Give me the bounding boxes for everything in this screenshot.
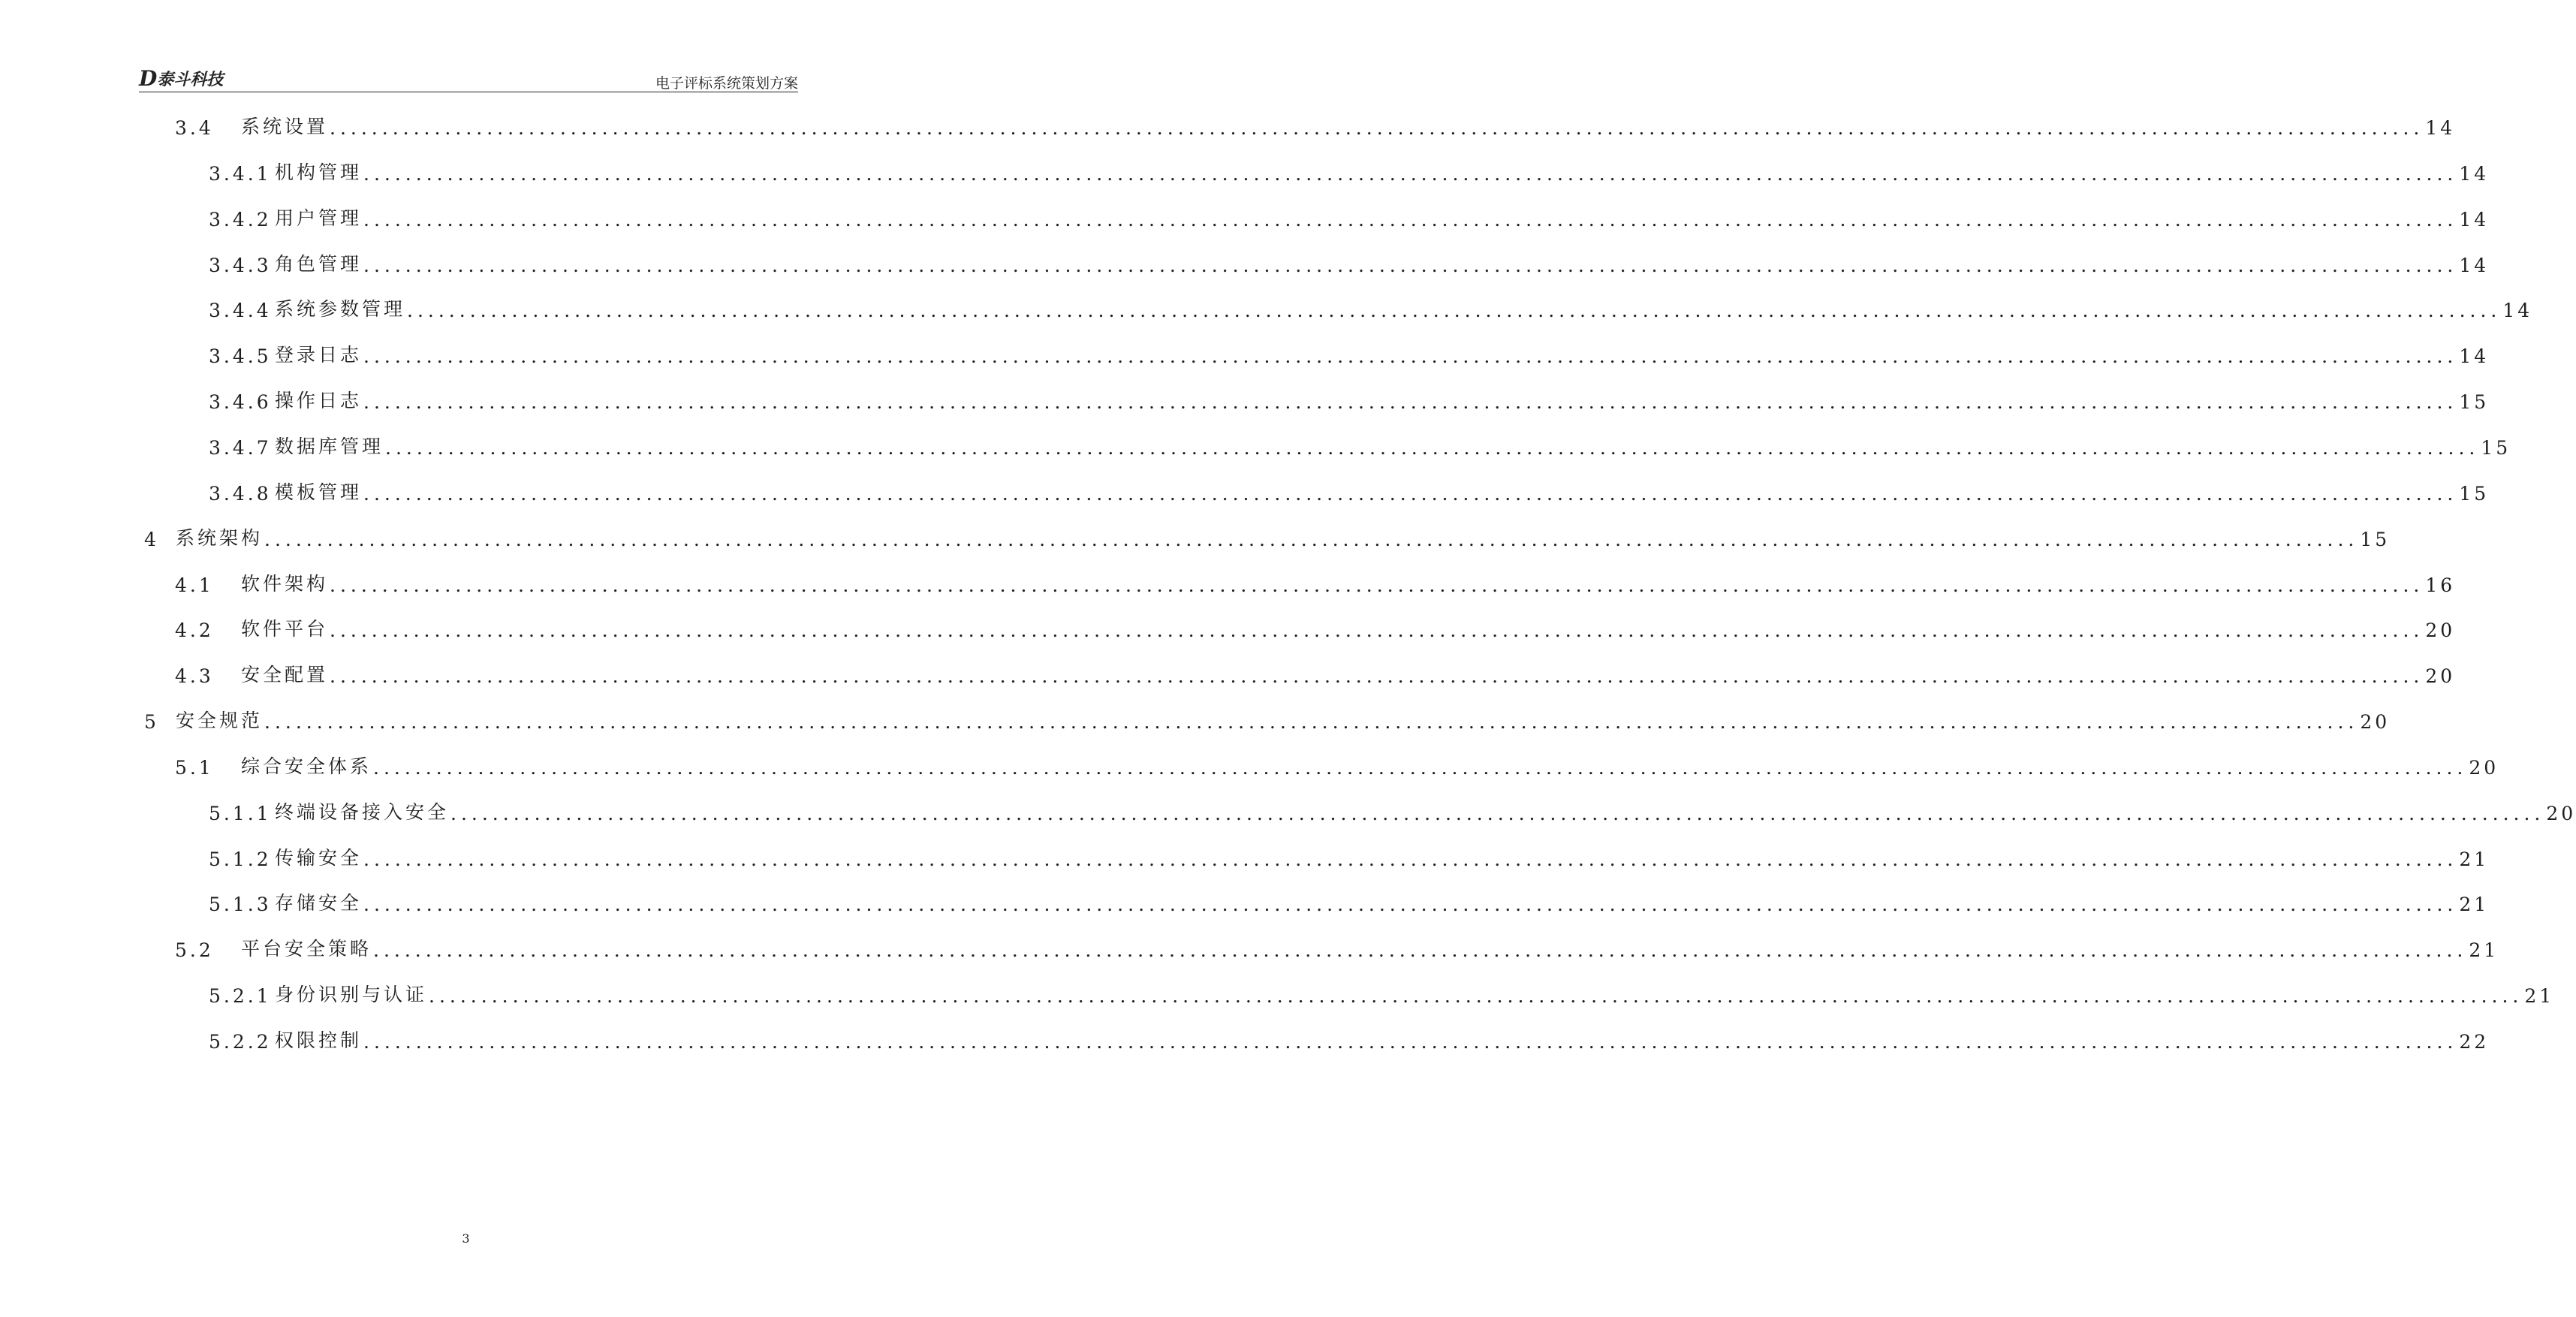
toc-entry-number: 5.1.2 <box>209 848 272 870</box>
toc-entry-title: 平台安全策略 <box>241 938 372 960</box>
toc-entry-number: 3.4.5 <box>209 345 272 368</box>
company-logo <box>139 66 223 91</box>
toc-entry-title: 机构管理 <box>275 161 363 183</box>
page-number: 3 <box>462 1231 470 1246</box>
toc-entry-number: 4.1 <box>175 574 214 596</box>
toc-entry-title: 系统参数管理 <box>275 298 406 321</box>
toc-entry-page: 21 <box>2524 985 2555 1008</box>
toc-entry-title: 终端设备接入安全 <box>275 800 450 823</box>
toc-entry-number: 4.3 <box>175 665 214 688</box>
toc-entry-number: 3.4.7 <box>209 436 272 459</box>
toc-entry-page: 14 <box>2459 162 2490 185</box>
toc-entry[interactable] <box>209 429 2511 459</box>
toc-dot-leader: ........................................................................................................................................................................................................ <box>363 848 2458 870</box>
toc-entry-number: 3.4.8 <box>209 482 272 505</box>
toc-dot-leader: ........................................................................................................................................................................................................ <box>330 574 2424 596</box>
toc-entry-number: 5.2.2 <box>209 1031 272 1053</box>
toc-entry-title: 用户管理 <box>275 206 363 229</box>
toc-entry-title: 软件平台 <box>241 618 329 640</box>
toc-entry[interactable] <box>175 749 2499 779</box>
toc-dot-leader: ........................................................................................................................................................................................................ <box>363 1031 2458 1053</box>
document-title: 电子评标系统策划方案 <box>655 75 798 92</box>
toc-entry[interactable] <box>175 566 2456 596</box>
toc-entry-number: 3.4.6 <box>209 391 272 414</box>
toc-dot-leader: ........................................................................................................................................................................................................ <box>407 300 2502 322</box>
toc-entry-title: 操作日志 <box>275 390 363 412</box>
toc-entry[interactable] <box>209 885 2490 916</box>
toc-entry[interactable] <box>209 291 2533 322</box>
toc-dot-leader: ........................................................................................................................................................................................................ <box>330 619 2424 642</box>
toc-entry-title: 登录日志 <box>275 344 363 366</box>
toc-entry-page: 16 <box>2425 574 2456 596</box>
toc-entry-title: 存储安全 <box>275 892 363 915</box>
toc-dot-leader: ........................................................................................................................................................................................................ <box>363 254 2458 276</box>
toc-entry-page: 15 <box>2360 528 2391 550</box>
toc-entry-page: 15 <box>2481 436 2511 459</box>
toc-entry[interactable] <box>209 840 2490 870</box>
logo-mark: D <box>139 66 156 91</box>
toc-entry-number: 5 <box>144 711 159 734</box>
toc-entry-title: 传输安全 <box>275 846 363 869</box>
toc-entry-title: 数据库管理 <box>275 435 384 457</box>
toc-entry[interactable] <box>209 337 2490 368</box>
toc-entry-page: 14 <box>2459 345 2490 368</box>
toc-dot-leader: ........................................................................................................................................................................................................ <box>264 528 2359 550</box>
toc-entry-number: 5.2 <box>175 939 214 962</box>
toc-dot-leader: ........................................................................................................................................................................................................ <box>363 208 2458 231</box>
toc-entry-page: 22 <box>2459 1031 2490 1053</box>
toc-entry-page: 14 <box>2425 117 2456 139</box>
toc-dot-leader: ........................................................................................................................................................................................................ <box>429 985 2523 1008</box>
toc-entry-page: 21 <box>2469 939 2499 962</box>
toc-entry-number: 5.1.1 <box>209 802 272 824</box>
toc-entry-title: 角色管理 <box>275 252 363 275</box>
toc-entry-title: 综合安全体系 <box>241 755 372 777</box>
toc-entry-title: 系统设置 <box>241 116 329 137</box>
toc-entry-title: 安全规范 <box>176 710 264 732</box>
toc-dot-leader: ........................................................................................................................................................................................................ <box>363 162 2458 185</box>
toc-entry-number: 3.4.4 <box>209 300 272 322</box>
toc-entry[interactable] <box>209 155 2490 185</box>
toc-dot-leader: ........................................................................................................................................................................................................ <box>450 802 2545 824</box>
toc-entry-number: 4.2 <box>175 619 214 642</box>
toc-dot-leader: ........................................................................................................................................................................................................ <box>385 436 2480 459</box>
toc-entry[interactable] <box>175 109 2456 139</box>
toc-dot-leader: ........................................................................................................................................................................................................ <box>373 939 2468 962</box>
toc-entry-title: 软件架构 <box>241 572 329 595</box>
toc-entry-page: 14 <box>2502 300 2533 322</box>
toc-entry-page: 21 <box>2459 848 2490 870</box>
toc-entry[interactable] <box>144 520 2391 550</box>
toc-dot-leader: ........................................................................................................................................................................................................ <box>363 894 2458 916</box>
page-header <box>139 63 798 93</box>
toc-entry-page: 20 <box>2469 756 2499 779</box>
toc-entry-page: 15 <box>2459 391 2490 414</box>
toc-entry-page: 20 <box>2425 665 2456 688</box>
toc-entry[interactable] <box>209 794 2576 824</box>
toc-entry[interactable] <box>175 657 2456 688</box>
toc-entry-number: 4 <box>144 528 159 550</box>
toc-entry-number: 3.4.2 <box>209 208 272 231</box>
logo-text: 泰斗科技 <box>157 71 224 89</box>
toc-entry[interactable] <box>175 931 2499 962</box>
toc-dot-leader: ........................................................................................................................................................................................................ <box>363 391 2458 414</box>
toc-entry-page: 20 <box>2360 711 2391 734</box>
toc-dot-leader: ........................................................................................................................................................................................................ <box>264 711 2359 734</box>
toc-entry-title: 安全配置 <box>241 664 329 686</box>
toc-entry[interactable] <box>209 246 2490 276</box>
toc-entry-page: 14 <box>2459 208 2490 231</box>
toc-entry[interactable] <box>209 383 2490 414</box>
toc-dot-leader: ........................................................................................................................................................................................................ <box>363 482 2458 505</box>
toc-entry[interactable] <box>209 977 2555 1008</box>
toc-entry-page: 21 <box>2459 894 2490 916</box>
toc-entry-title: 身份识别与认证 <box>275 984 428 1006</box>
toc-entry[interactable] <box>175 611 2456 642</box>
toc-entry-number: 3.4.3 <box>209 254 272 276</box>
toc-entry-page: 20 <box>2425 619 2456 642</box>
toc-entry-number: 5.1 <box>175 756 214 779</box>
toc-dot-leader: ........................................................................................................................................................................................................ <box>373 756 2468 779</box>
toc-entry-title: 系统架构 <box>176 526 264 549</box>
toc-entry-page: 14 <box>2459 254 2490 276</box>
toc-entry-title: 权限控制 <box>275 1029 363 1051</box>
toc-entry-title: 模板管理 <box>275 481 363 503</box>
toc-dot-leader: ........................................................................................................................................................................................................ <box>363 345 2458 368</box>
toc-entry-number: 3.4.1 <box>209 162 272 185</box>
toc-dot-leader: ........................................................................................................................................................................................................ <box>330 665 2424 688</box>
toc-entry-number: 5.2.1 <box>209 985 272 1008</box>
toc-entry-page: 20 <box>2546 802 2576 824</box>
toc-entry-number: 5.1.3 <box>209 894 272 916</box>
toc-entry[interactable] <box>209 200 2490 231</box>
toc-entry[interactable] <box>144 703 2391 734</box>
toc-entry-number: 3.4 <box>175 117 214 139</box>
toc-entry[interactable] <box>209 475 2490 505</box>
toc-dot-leader: ........................................................................................................................................................................................................ <box>330 117 2424 139</box>
toc-entry-page: 15 <box>2459 482 2490 505</box>
toc-entry[interactable] <box>209 1023 2490 1053</box>
